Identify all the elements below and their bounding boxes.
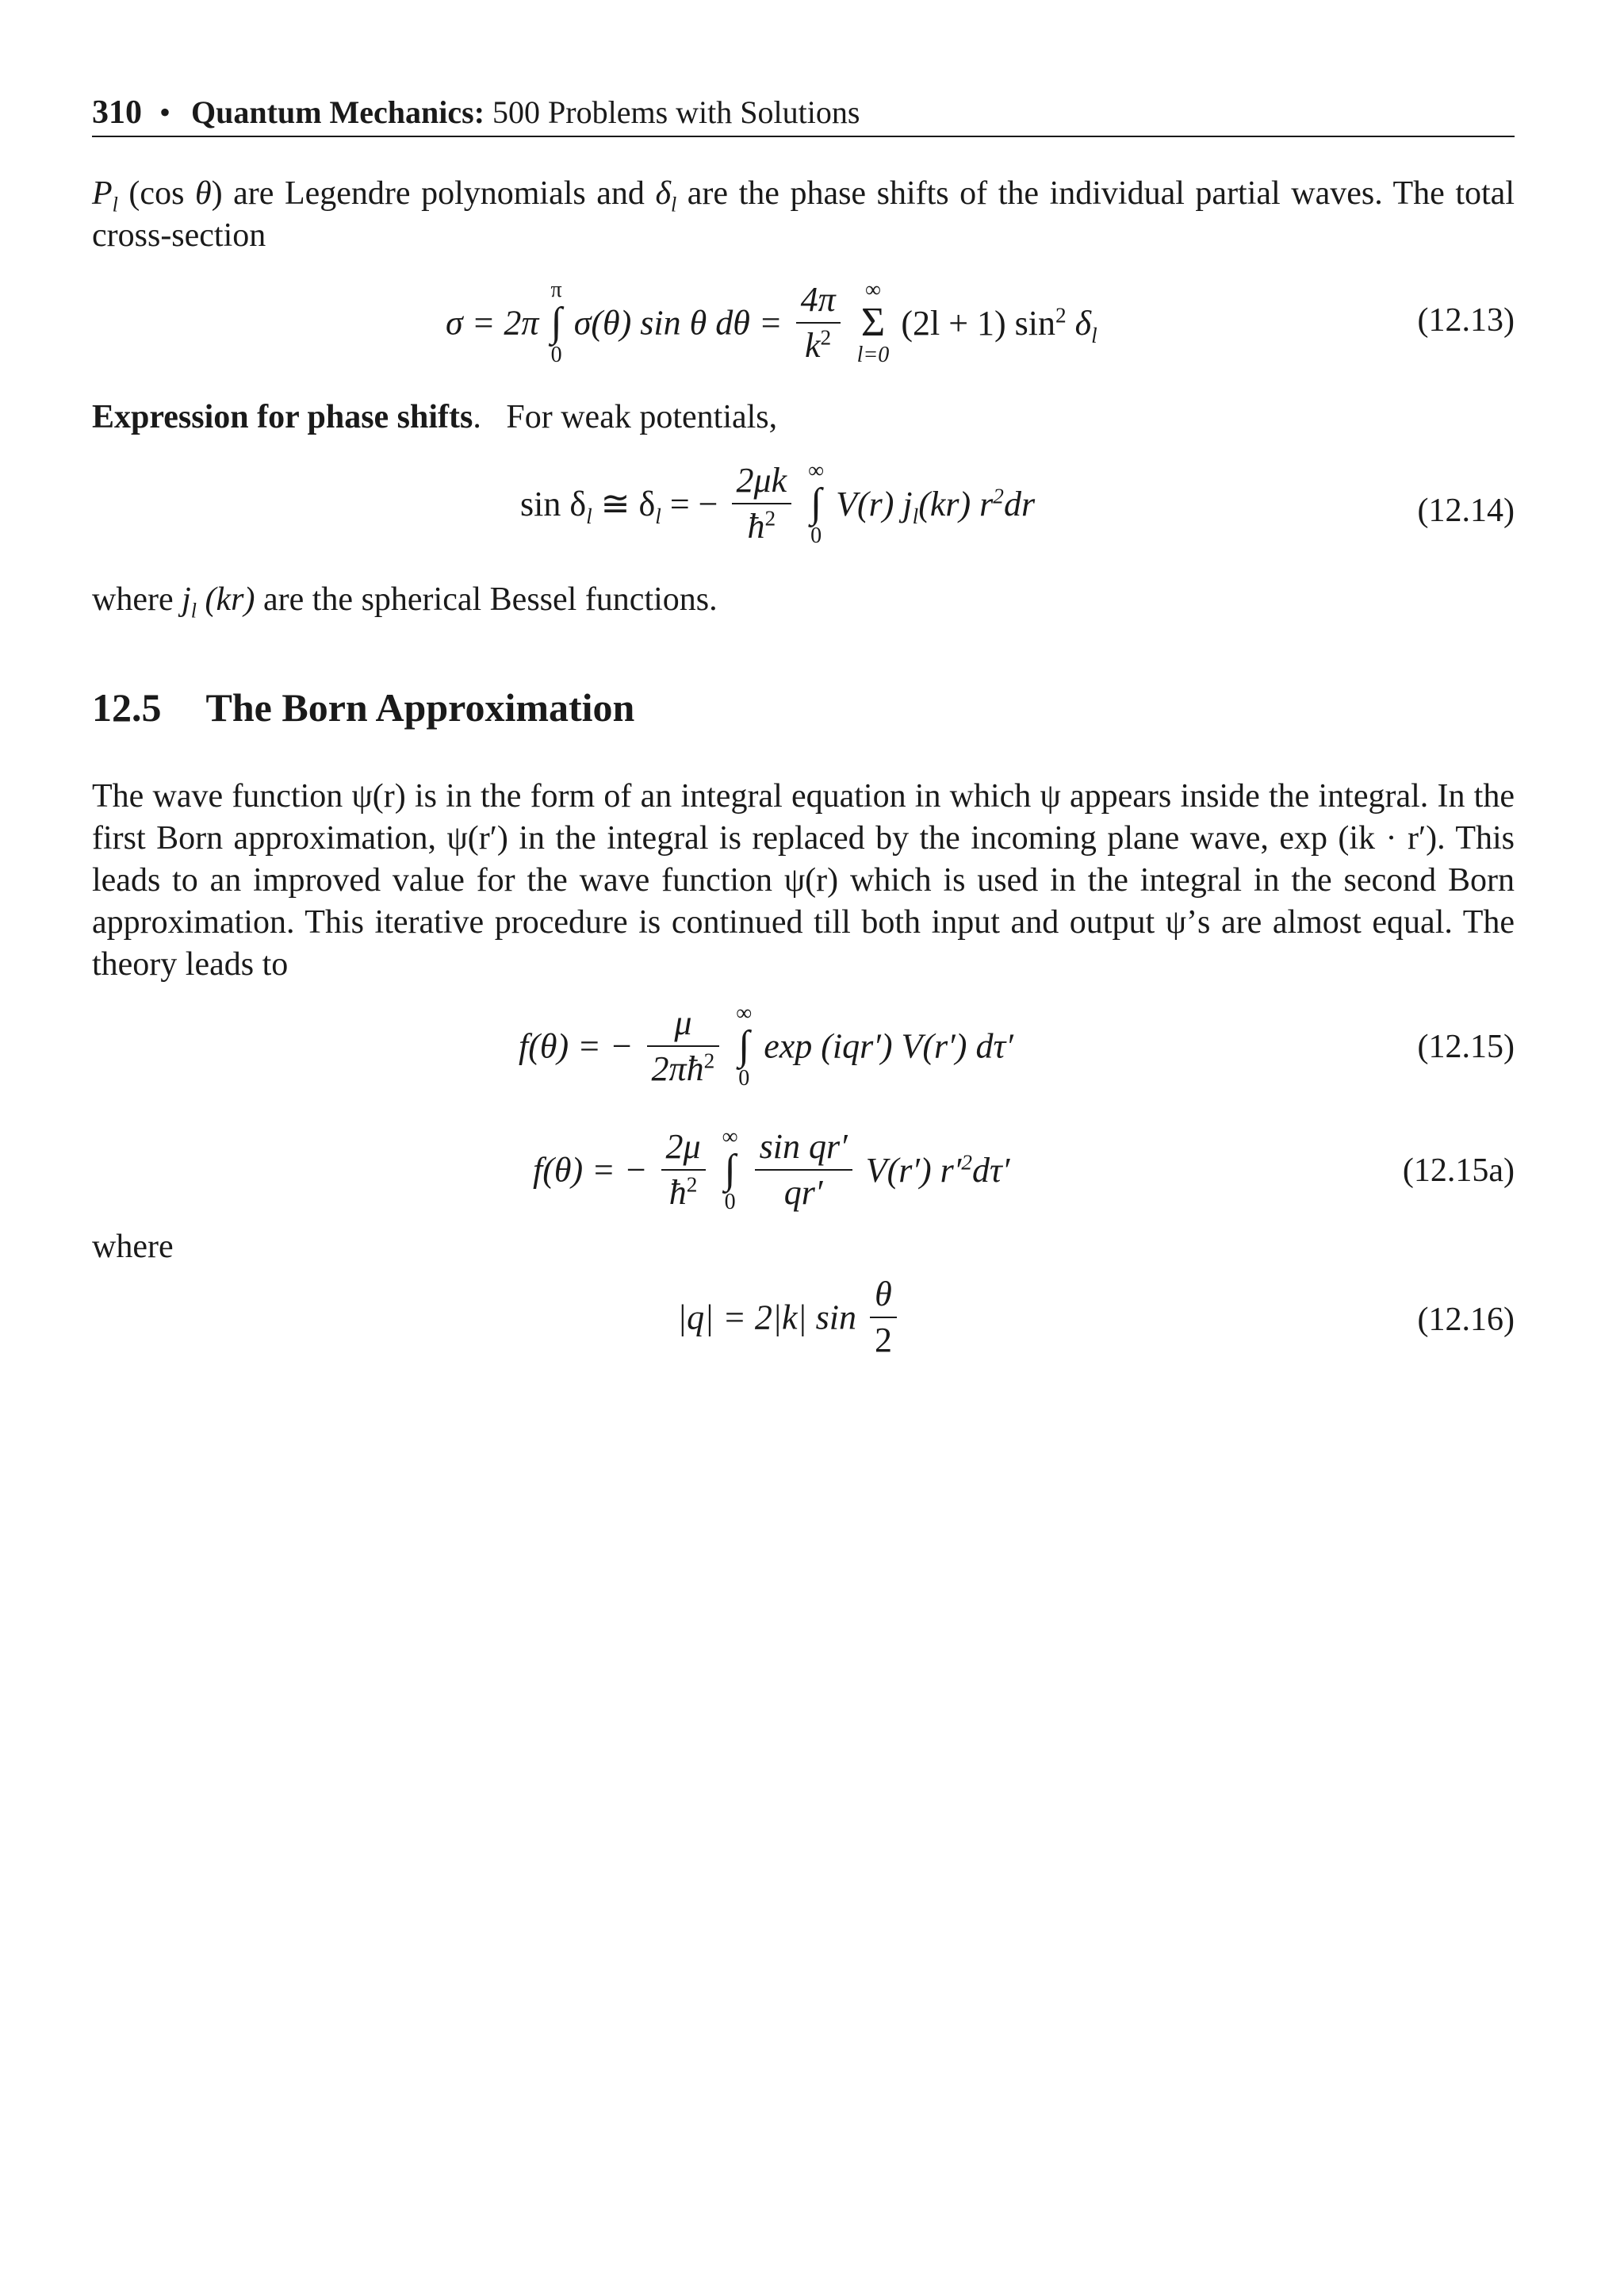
running-header [92,92,1515,133]
integral-sign: π ∫ 0 [550,278,562,367]
run-in-heading: Expression for phase shifts [92,399,473,435]
summation-sign: ∞ Σ l=0 [856,278,890,367]
paragraph-where: where [92,1229,174,1265]
paragraph-bessel: where $j_l$ (kr) are the spherical Bessel functions. [92,581,718,623]
paragraph-legendre: $P_l$ (cos θ) are Legendre polynomials and $\delta_l$ are the phase shifts of the individual partial waves. The total cross-section [92,175,1515,254]
section-number: 12.5 [92,685,162,730]
integral-sign: ∞ ∫ 0 [808,458,825,548]
fraction: $\frac{\theta}{2}$ [870,1272,897,1363]
equation-number: (12.15a) [1402,1152,1515,1189]
equation-12-16: |q| = 2|k| sin $\frac{\theta}{2}$ [677,1272,902,1363]
book-subtitle: 500 Problems with Solutions [492,94,860,130]
equation-number: (12.14) [1417,493,1515,529]
fraction: $\frac{2\mu k}{ħ^2}$ [732,458,792,549]
equation-12-15a: f(θ) = − $\frac{2\mu}{ħ^2}$ ∞ ∫ 0 $\frac{\text{sin qr′}}{qr'}$ V(r′) $r'^2d\tau'$ [533,1125,1010,1214]
equation-number: (12.16) [1417,1302,1515,1338]
fraction: $\frac{\mu}{2\pi ħ^2}$ [647,1001,720,1091]
integral-sign: ∞ ∫ 0 [736,1001,753,1091]
paragraph-born-approximation: The wave function ψ(r) is in the form of an integral equation in which ψ appears inside the integral. In the first Born approximation, ψ(r′) in the integral is replaced by the incoming plane wave, exp (ik · r′). This leads to an improved value for the wave function ψ(r) which is used in the integral in the second Born approximation. This iterative procedure is continued till both input and output ψ’s are almost equal. The theory leads to [92,778,1515,983]
equation-12-15: f(θ) = − $\frac{\mu}{2\pi ħ^2}$ ∞ ∫ 0 exp (iqr′) V(r′) dτ′ [519,1001,1013,1091]
header-rule [92,136,1515,137]
paragraph-phase-shifts: Expression for phase shifts. For weak potentials, [92,399,778,435]
book-title: Quantum Mechanics: [191,94,485,130]
fraction: $\frac{2\mu}{ħ^2}$ [661,1125,706,1215]
section-title: The Born Approximation [205,685,635,730]
equation-12-13: σ = 2π π ∫ 0 σ(θ) sin θ dθ = $\frac{4\pi}{k^2}$ ∞ Σ l=0 (2l + 1) $\sin^2 \delta_l$ [446,278,1097,367]
integral-sign: ∞ ∫ 0 [722,1125,738,1214]
equation-number: (12.13) [1417,302,1515,339]
section-heading [92,682,634,733]
equation-12-14: $\sin \delta_l$ ≅ $\delta_l$ = − $\frac{2\mu k}{ħ^2}$ ∞ ∫ 0 V(r) $j_l(kr)$ $r^2dr$ [520,458,1036,548]
header-bullet: • [159,94,171,130]
fraction: $\frac{\text{sin qr′}}{qr'}$ [755,1125,852,1215]
page-number: 310 [92,94,142,131]
fraction: $\frac{4\pi}{k^2}$ [796,278,841,368]
equation-number: (12.15) [1417,1029,1515,1065]
